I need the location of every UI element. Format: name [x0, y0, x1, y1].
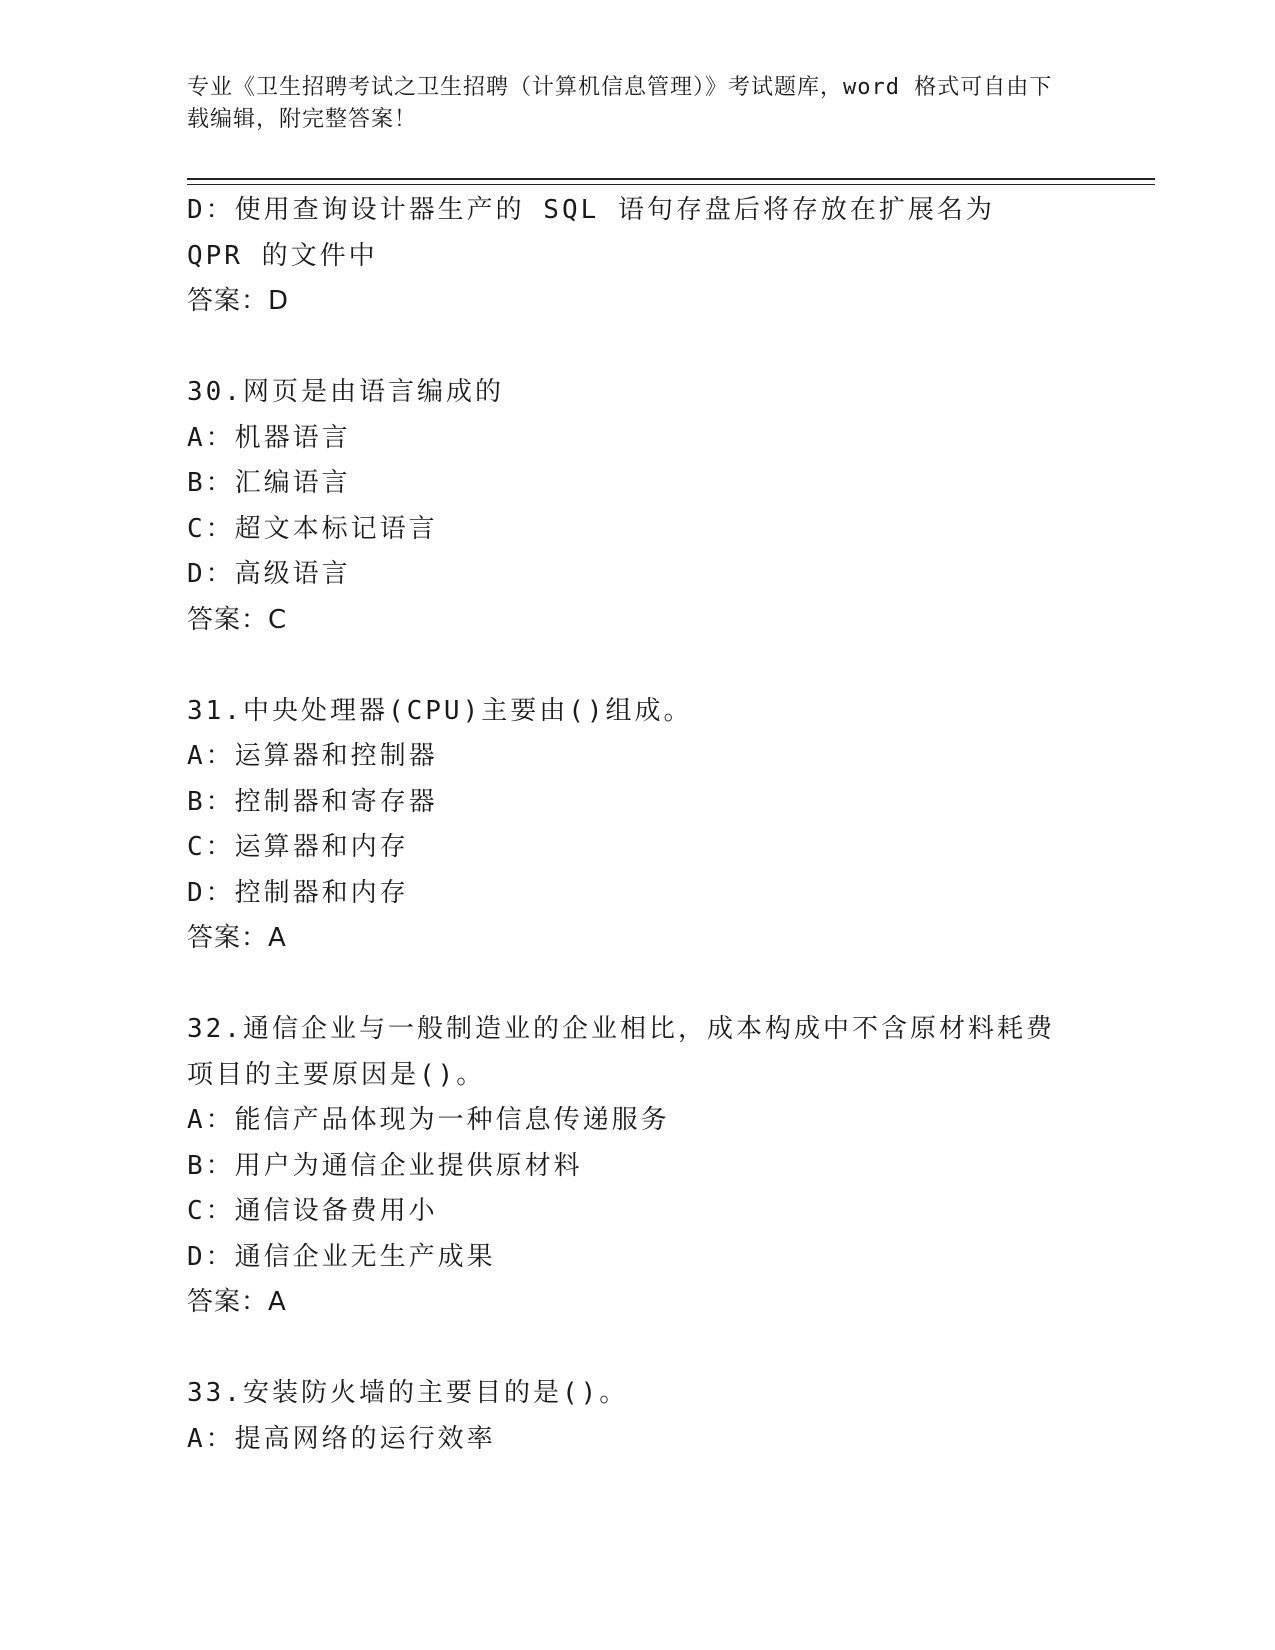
- option-a: A：运算器和控制器: [187, 741, 438, 771]
- option-d: D：控制器和内存: [187, 877, 409, 908]
- question-stem: 30.网页是由语言编成的: [187, 377, 504, 407]
- question-31: [187, 689, 1087, 962]
- option-c: C：超文本标记语言: [187, 513, 438, 544]
- answer-line: 答案：A: [187, 1287, 287, 1317]
- question-33: [187, 1371, 1087, 1462]
- option-a: A：机器语言: [187, 422, 351, 453]
- option-b: B：控制器和寄存器: [187, 786, 438, 817]
- option-d: D：使用查询设计器生产的 SQL 语句存盘后将存放在扩展名为 QPR 的文件中: [187, 195, 1014, 271]
- question-32: [187, 1007, 1087, 1326]
- question-30: [187, 370, 1087, 643]
- header-divider-thin: [187, 184, 1155, 185]
- previous-question-tail: [187, 188, 1087, 325]
- option-d: D：通信企业无生产成果: [187, 1241, 496, 1272]
- answer-line: 答案：A: [187, 923, 287, 953]
- answer-line: 答案：C: [187, 604, 288, 635]
- option-a: A：能信产品体现为一种信息传递服务: [187, 1105, 670, 1135]
- question-stem: 33.安装防火墙的主要目的是()。: [187, 1378, 629, 1408]
- option-c: C：通信设备费用小: [187, 1196, 438, 1226]
- answer-line: 答案：D: [187, 286, 290, 316]
- document-header: 专业《卫生招聘考试之卫生招聘（计算机信息管理）》考试题库，word 格式可自由下载编辑，附完整答案！: [187, 75, 1053, 132]
- option-d: D：高级语言: [187, 559, 351, 589]
- option-a: A：提高网络的运行效率: [187, 1423, 496, 1454]
- question-stem: 32.通信企业与一般制造业的企业相比，成本构成中不含原材料耗费项目的主要原因是()。: [187, 1014, 1055, 1090]
- question-stem: 31.中央处理器(CPU)主要由()组成。: [187, 695, 693, 726]
- option-b: B：用户为通信企业提供原材料: [187, 1150, 583, 1181]
- header-divider-thick: [187, 178, 1155, 180]
- question-content: [187, 188, 1087, 1462]
- option-b: B：汇编语言: [187, 468, 351, 498]
- option-c: C：运算器和内存: [187, 832, 409, 862]
